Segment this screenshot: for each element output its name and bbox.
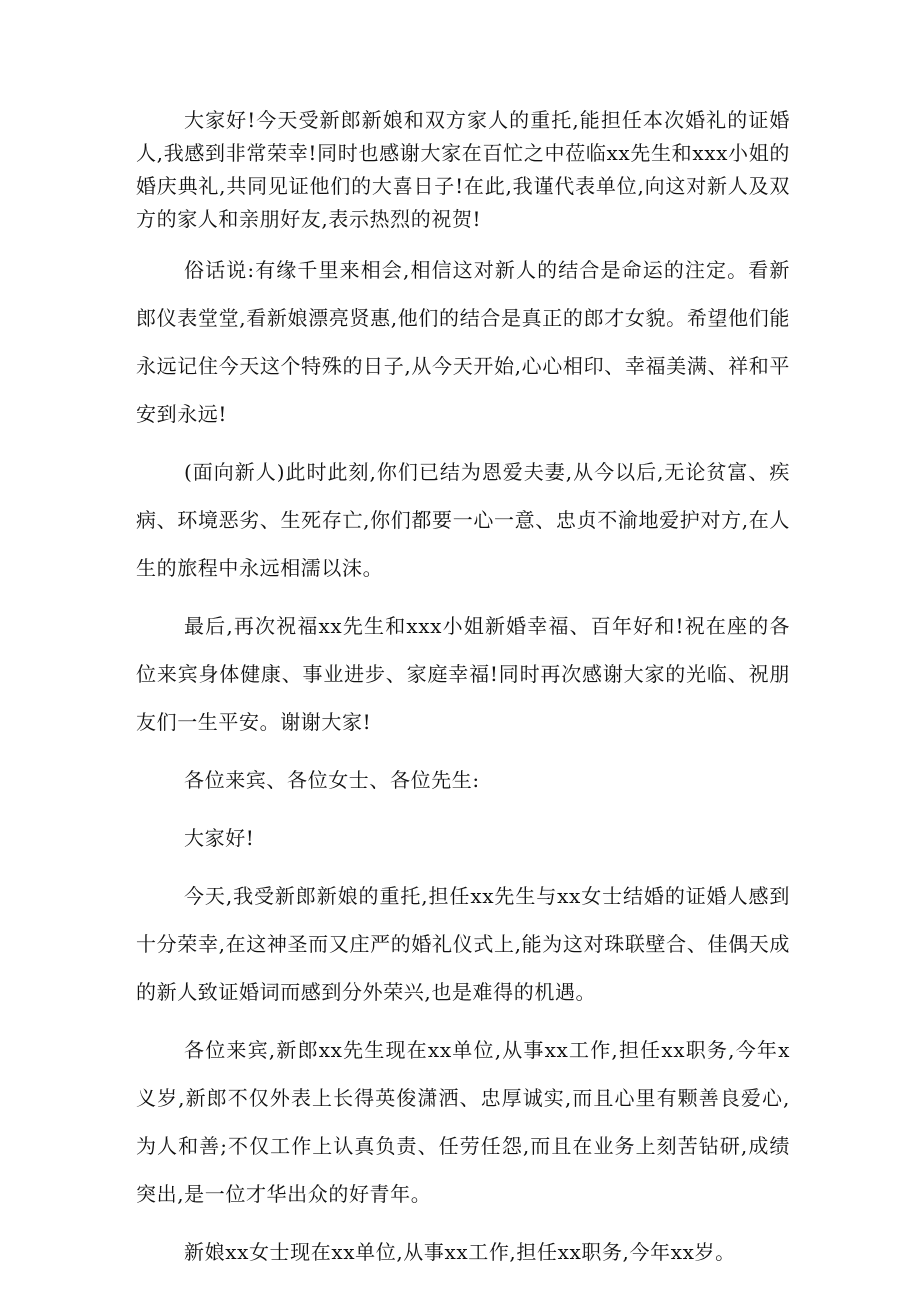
paragraph-salutation: 各位来宾、各位女士、各位先生: bbox=[184, 768, 480, 792]
paragraph-honor: 今天,我受新郎新娘的重托,担任xx先生与xx女士结婚的证婚人感到十分荣幸,在这神圣而又庄严的婚礼仪式上,能为这对珠联壁合、佳偶天成的新人致证婚词而感到分外荣兴,也是难得的机遇。 bbox=[136, 884, 790, 1004]
paragraph-closing-wishes: 最后,再次祝福xx先生和xxx小姐新婚幸福、百年好和!祝在座的各位来宾身体健康、事业进步、家庭幸福!同时再次感谢大家的光临、祝朋友们一生平安。谢谢大家! bbox=[136, 614, 790, 734]
paragraph-bride: 新娘xx女士现在xx单位,从事xx工作,担任xx职务,今年xx岁。 bbox=[184, 1240, 736, 1264]
document-body bbox=[136, 104, 790, 1276]
paragraph-greeting: 大家好!今天受新郎新娘和双方家人的重托,能担任本次婚礼的证婚人,我感到非常荣幸!同时也感谢大家在百忙之中莅临xx先生和xxx小姐的婚庆典礼,共同见证他们的大喜日子!在此,我谨代表单位,向这对新人及双方的家人和亲朋好友,表示热烈的祝贺! bbox=[136, 108, 790, 231]
paragraph-to-couple: (面向新人)此时此刻,你们已结为恩爱夫妻,从今以后,无论贫富、疾病、环境恶劣、生死存亡,你们都要一心一意、忠贞不渝地爱护对方,在人生的旅程中永远相濡以沫。 bbox=[136, 460, 790, 580]
paragraph-proverb: 俗话说:有缘千里来相会,相信这对新人的结合是命运的注定。看新郎仪表堂堂,看新娘漂亮贤惠,他们的结合是真正的郎才女貌。希望他们能永远记住今天这个特殊的日子,从今天开始,心心相印、幸福美满、祥和平安到永远! bbox=[136, 258, 790, 426]
paragraph-groom: 各位来宾,新郎xx先生现在xx单位,从事xx工作,担任xx职务,今年x义岁,新郎不仅外表上长得英俊潇洒、忠厚诚实,而且心里有颗善良爱心,为人和善;不仅工作上认真负责、任劳任怨,而且在业务上刻苦钻研,成绩突出,是一位才华出众的好青年。 bbox=[136, 1038, 790, 1206]
paragraph-hello: 大家好! bbox=[184, 826, 255, 850]
